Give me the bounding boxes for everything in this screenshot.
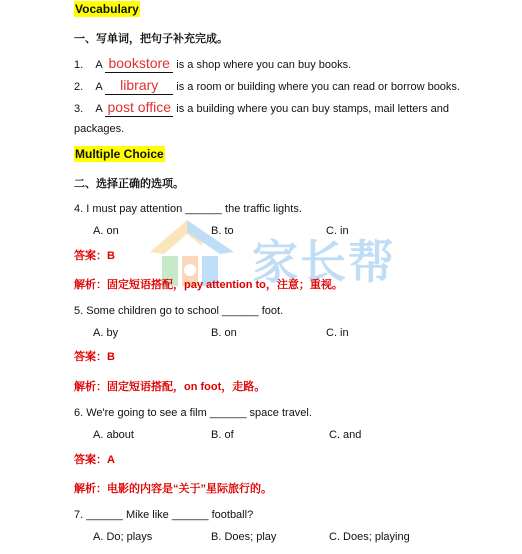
vocab-item-1: 1. A bookstore is a shop where you can buy books. [74,55,352,71]
q6-option-b: B. of [211,429,234,441]
section-title-multiple-choice: Multiple Choice [75,147,164,161]
q5-option-b: B. on [211,327,237,339]
answer-library: library [120,77,159,93]
answer-post-office: post office [107,99,171,115]
q5-option-c: C. in [326,327,349,339]
q6-answer: 答案：A [74,454,115,466]
answer-bookstore: bookstore [108,55,170,71]
q4-answer: 答案：B [74,250,115,262]
q7-option-c: C. Does; playing [329,531,410,543]
q5-answer: 答案：B [74,351,115,363]
q6-option-c: C. and [329,429,362,441]
question-7: 7. ______ Mike like ______ football? [74,509,254,521]
question-6: 6. We're going to see a film ______ space travel. [74,407,312,419]
q7-option-b: B. Does; play [211,531,277,543]
q5-option-a: A. by [93,327,119,339]
q4-option-a: A. on [93,225,119,237]
q4-analysis: 解析：固定短语搭配，pay attention to，注意；重视。 [74,279,343,291]
q4-option-c: C. in [326,225,349,237]
vocab-item-3-continued: packages. [74,123,125,135]
vocab-item-3: 3. A post office is a building where you can buy stamps, mail letters and [74,99,449,115]
section-title-vocabulary: Vocabulary [75,2,139,16]
question-4: 4. I must pay attention ______ the traffic lights. [74,203,302,215]
q6-analysis: 解析：电影的内容是“关于”星际旅行的。 [74,483,272,495]
q6-option-a: A. about [93,429,134,441]
part2-heading: 二、选择正确的选项。 [74,178,184,190]
q4-option-b: B. to [211,225,234,237]
watermark-text: 家长帮 [252,235,396,289]
part1-heading: 一、写单词，把句子补充完成。 [74,33,228,45]
q5-analysis: 解析：固定短语搭配，on foot，走路。 [74,381,266,393]
question-5: 5. Some children go to school ______ foot. [74,305,284,317]
vocab-item-2: 2. A library is a room or building where you can read or borrow books. [74,77,460,93]
q7-option-a: A. Do; plays [93,531,153,543]
